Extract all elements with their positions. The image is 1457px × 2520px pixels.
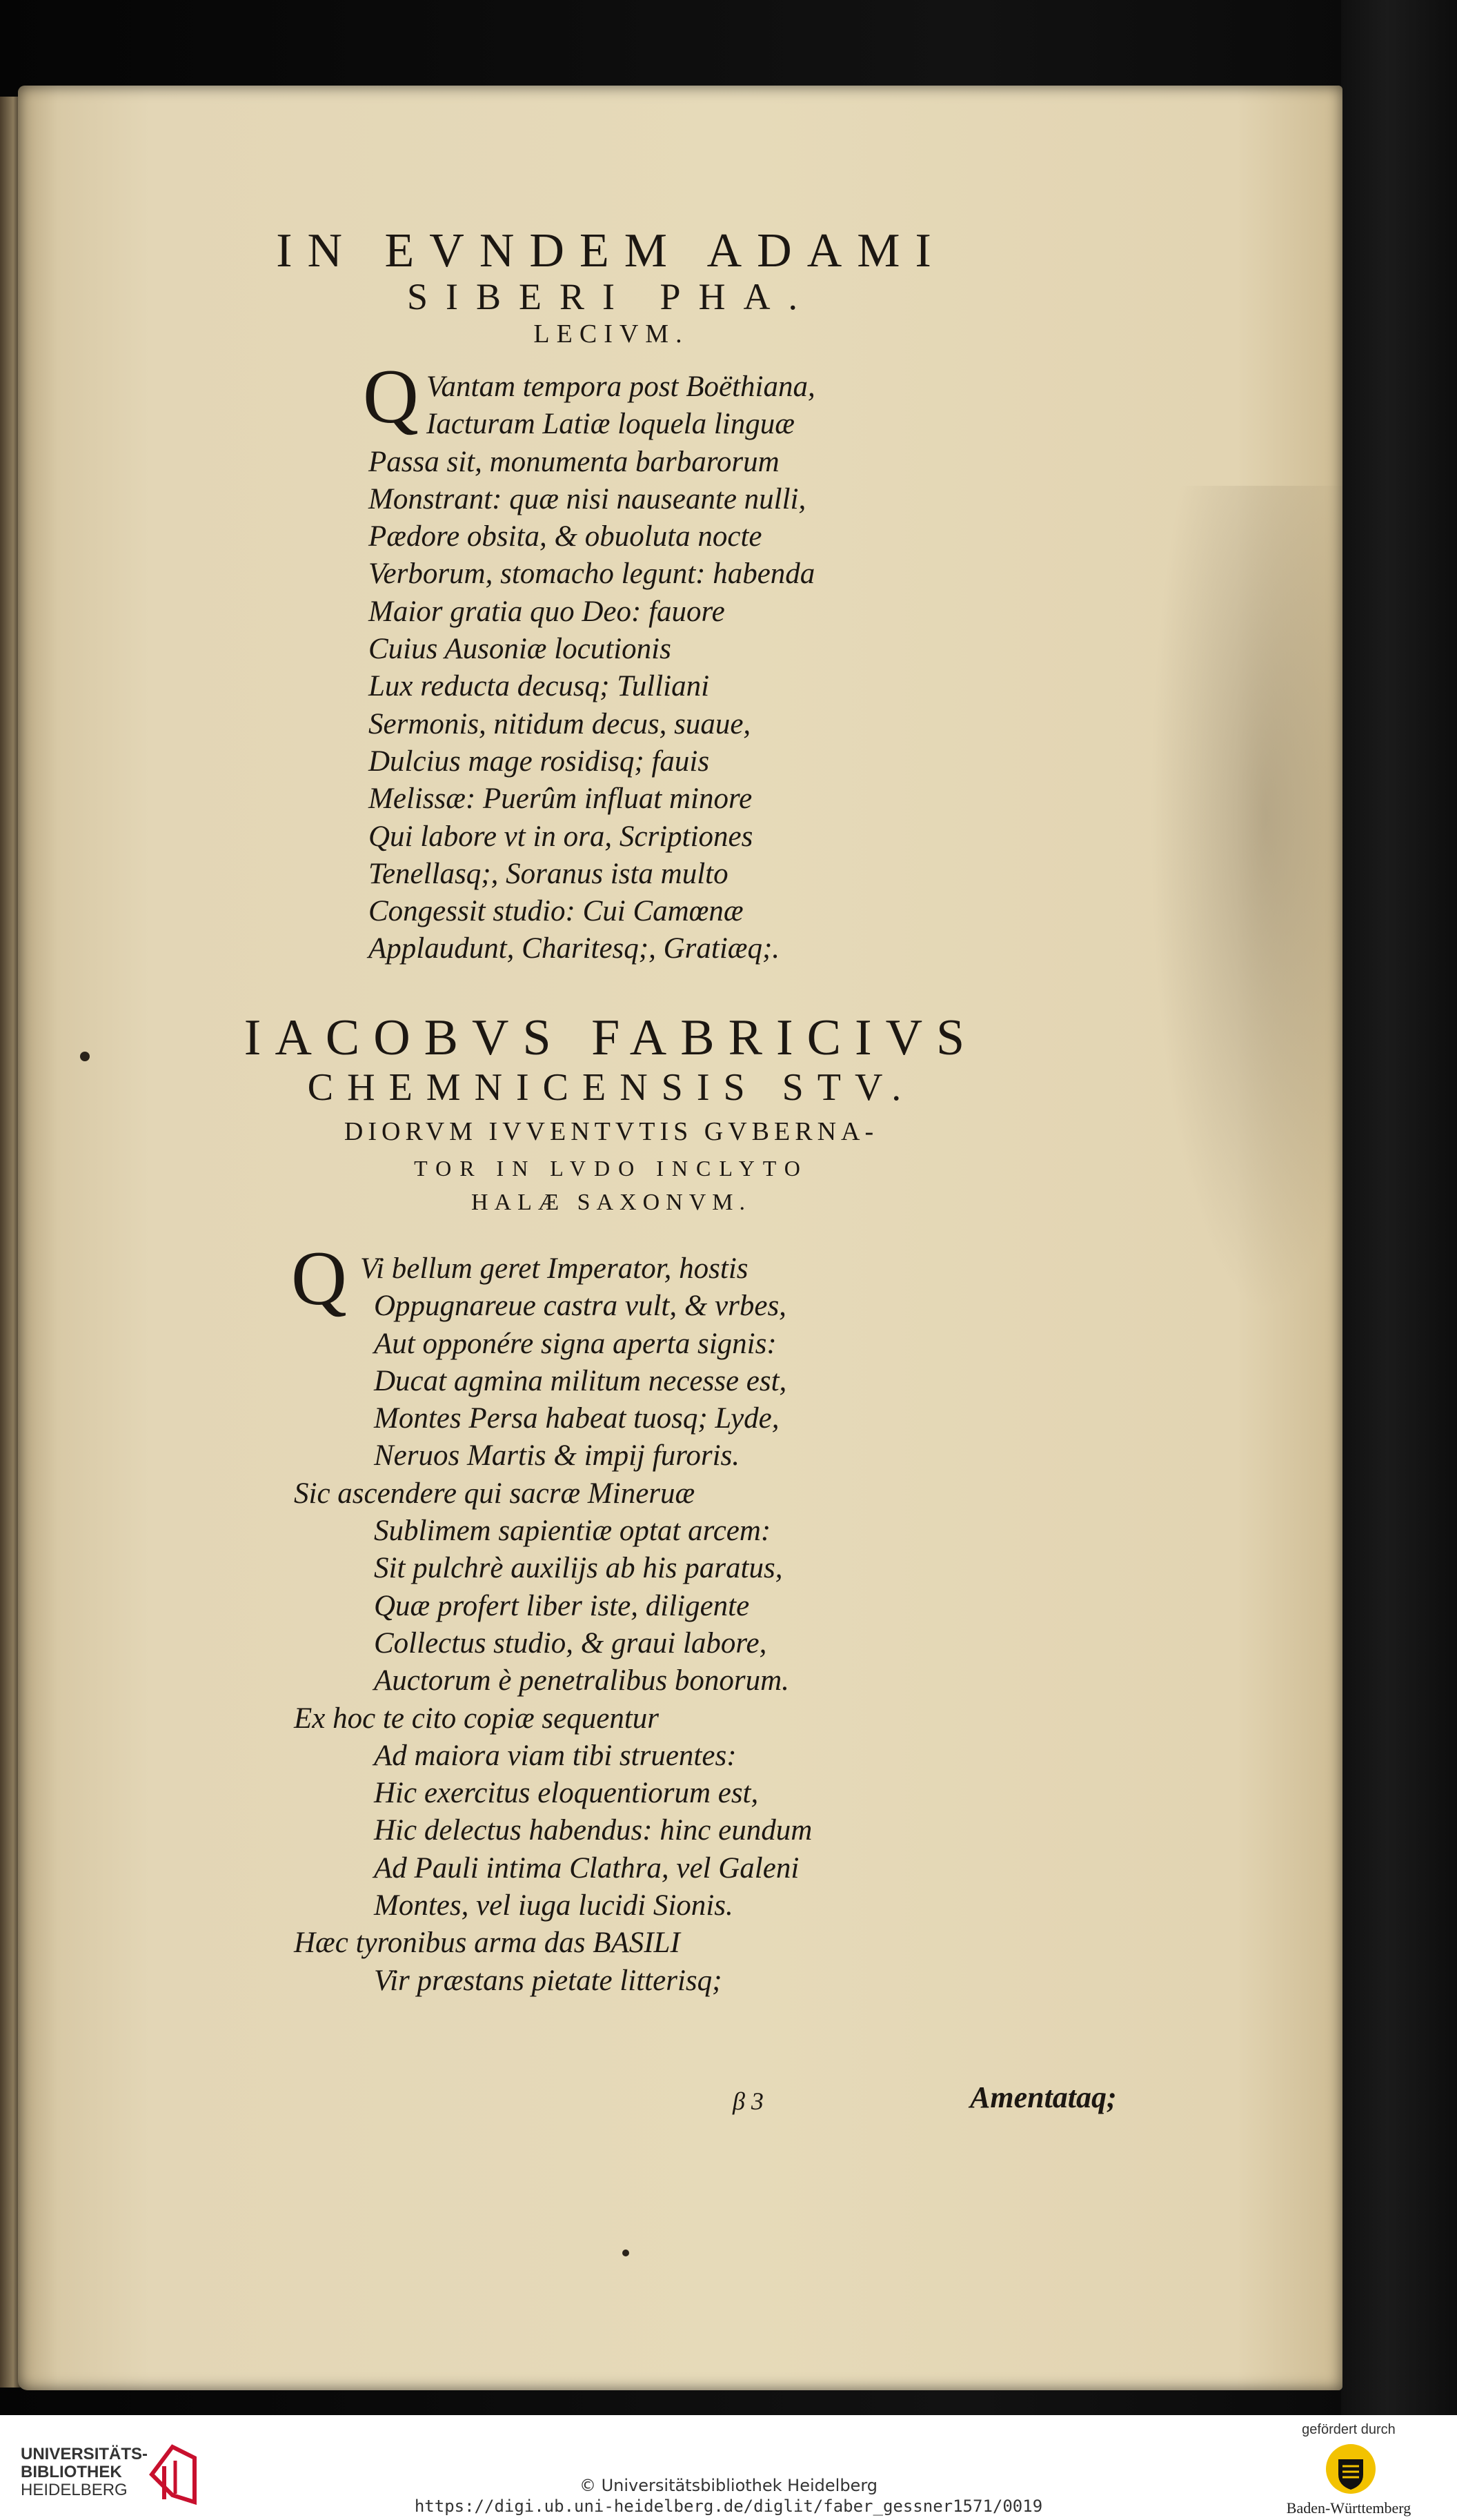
poem-line: Aut opponére signa aperta signis: — [374, 1327, 777, 1360]
poem-line: Vi bellum geret Imperator, hostis — [360, 1252, 749, 1285]
foxing-stain — [1149, 486, 1342, 1314]
section2-title-line5: HALÆ SAXONVM. — [470, 1190, 752, 1215]
poem-line: Sit pulchrè auxilijs ab his paratus, — [374, 1552, 783, 1585]
poem-line: Tenellasq;, Soranus ista multo — [368, 857, 728, 890]
section1-title-line1: IN EVNDEM ADAMI — [276, 224, 946, 277]
funded-by-label: gefördert durch — [1302, 2422, 1396, 2437]
poem-line: Montes, vel iuga lucidi Sionis. — [374, 1889, 733, 1922]
poem-line: Sic ascendere qui sacræ Mineruæ — [294, 1477, 695, 1510]
viewer-footer — [0, 2415, 1457, 2520]
library-name-line2: BIBLIOTHEK — [21, 2463, 122, 2481]
section1-dropcap: Q — [363, 354, 419, 440]
catchword: Amentataq; — [970, 2080, 1117, 2114]
poem-line: Oppugnareue castra vult, & vrbes, — [374, 1290, 786, 1323]
poem-line: Dulcius mage rosidisq; fauis — [368, 745, 710, 778]
section1-title-line3: LECIVM. — [533, 319, 689, 348]
poem-line: Vir præstans pietate litterisq; — [374, 1964, 722, 1997]
margin-dot — [80, 1052, 90, 1061]
poem-line: Lux reducta decusq; Tulliani — [368, 670, 710, 703]
poem-line: Passa sit, monumenta barbarorum — [368, 445, 780, 478]
poem-line: Cuius Ausoniæ locutionis — [368, 633, 671, 666]
poem-line: Verborum, stomacho legunt: habenda — [368, 558, 815, 591]
right-margin-strip — [1341, 0, 1457, 2415]
poem-line: Melissæ: Puerûm influat minore — [368, 782, 753, 816]
margin-dot — [622, 2250, 629, 2256]
poem-line: Iacturam Latiæ loquela linguæ — [426, 408, 795, 441]
poem-line: Hic exercitus eloquentiorum est, — [374, 1777, 759, 1810]
funder-name: Baden-Württemberg — [1286, 2499, 1411, 2517]
library-name-line1: UNIVERSITÄTS- — [21, 2445, 148, 2463]
poem-line: Congessit studio: Cui Camœnæ — [368, 895, 744, 928]
poem-line: Quæ profert liber iste, diligente — [374, 1589, 750, 1622]
poem-line: Ex hoc te cito copiæ sequentur — [294, 1702, 659, 1735]
section2-title-line1: IACOBVS FABRICIVS — [244, 1010, 979, 1066]
poem-line: Montes Persa habeat tuosq; Lyde, — [374, 1402, 780, 1435]
section2-title-line2: CHEMNICENSIS STV. — [307, 1066, 915, 1109]
library-name-line3: HEIDELBERG — [21, 2481, 128, 2499]
section2-dropcap: Q — [291, 1236, 347, 1321]
baden-wuerttemberg-seal-icon[interactable] — [1325, 2443, 1377, 2495]
book-page — [18, 86, 1342, 2390]
section1-poem — [368, 368, 815, 968]
section1-title-line2: SIBERI PHA. — [406, 276, 816, 317]
section2-poem — [294, 1250, 812, 2000]
poem-line: Collectus studio, & graui labore, — [374, 1626, 767, 1660]
poem-line: Ducat agmina militum necesse est, — [374, 1364, 787, 1397]
poem-line: Ad Pauli intima Clathra, vel Galeni — [374, 1851, 800, 1884]
poem-line: Applaudunt, Charitesq;, Gratiæq;. — [368, 932, 780, 965]
section2-title-line4: TOR IN LVDO INCLYTO — [414, 1156, 809, 1181]
page-url-link[interactable]: https://digi.ub.uni-heidelberg.de/diglit/faber_gessner1571/0019 — [414, 2497, 1043, 2516]
page-signature: β 3 — [733, 2087, 764, 2115]
poem-line: Ad maiora viam tibi struentes: — [374, 1739, 737, 1772]
poem-line: Auctorum è penetralibus bonorum. — [374, 1664, 789, 1697]
poem-line: Pædore obsita, & obuoluta nocte — [368, 520, 762, 553]
poem-line: Monstrant: quæ nisi nauseante nulli, — [368, 482, 806, 515]
poem-line: Qui labore vt in ora, Scriptiones — [368, 820, 753, 853]
poem-line: Vantam tempora post Boëthiana, — [426, 371, 815, 403]
poem-line: Maior gratia quo Deo: fauore — [368, 595, 725, 628]
poem-line: Hic delectus habendus: hinc eundum — [374, 1814, 813, 1847]
poem-line: Hæc tyronibus arma das BASILI — [294, 1927, 680, 1960]
section2-title-line3: DIORVM IVVENTVTIS GVBERNA- — [344, 1117, 879, 1146]
copyright-notice: © Universitätsbibliothek Heidelberg — [579, 2476, 878, 2495]
poem-line: Sublimem sapientiæ optat arcem: — [374, 1515, 771, 1548]
poem-line: Neruos Martis & impij furoris. — [374, 1439, 740, 1473]
poem-line: Sermonis, nitidum decus, suaue, — [368, 707, 751, 740]
